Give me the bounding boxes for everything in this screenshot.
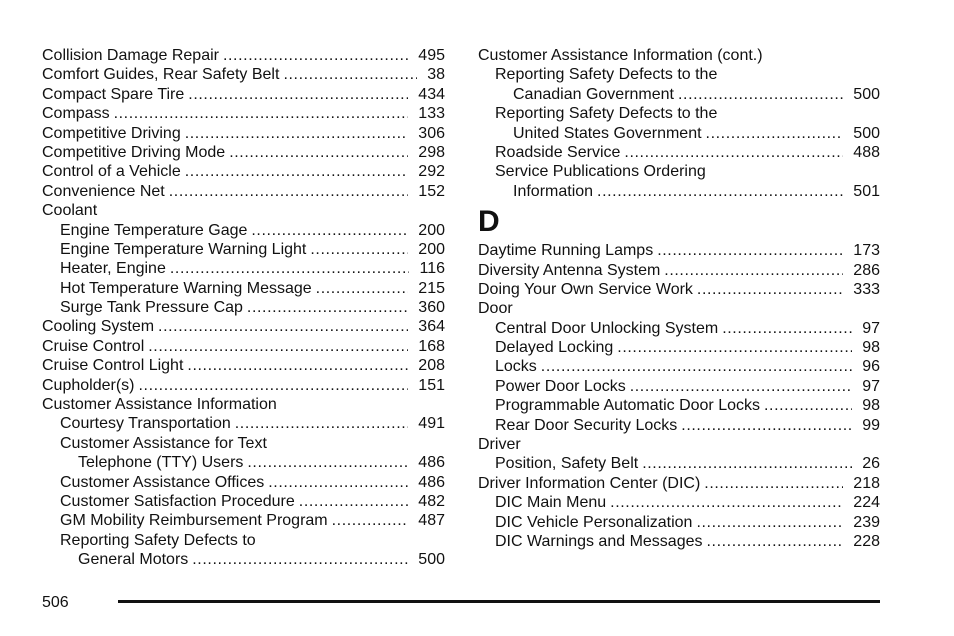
index-entry: [478, 357, 880, 376]
index-entry-label: Door: [478, 300, 513, 318]
dot-leader: [283, 65, 417, 84]
index-entry-label: Comfort Guides, Rear Safety Belt: [42, 66, 280, 84]
index-entry: [42, 531, 445, 550]
index-group-customer-assistance-cont: [478, 46, 880, 201]
index-entry: [478, 396, 880, 415]
index-entry-page: 482: [418, 492, 445, 510]
dot-leader: [704, 474, 843, 493]
index-entry-page: 224: [853, 494, 880, 512]
index-entry-label: Roadside Service: [495, 143, 621, 161]
index-entry-page: 98: [862, 397, 880, 415]
dot-leader: [169, 182, 409, 201]
index-entry-label: Courtesy Transportation: [60, 415, 231, 433]
dot-leader: [185, 124, 409, 143]
index-entry: [42, 317, 445, 336]
index-entry: [42, 492, 445, 511]
index-entry-label: Central Door Unlocking System: [495, 319, 719, 337]
index-entry-label: Cruise Control Light: [42, 357, 184, 375]
index-entry-label: Competitive Driving: [42, 124, 181, 142]
index-entry-label: Position, Safety Belt: [495, 455, 639, 473]
index-entry: [42, 259, 445, 278]
index-entry-page: 239: [853, 513, 880, 531]
index-entry-page: 306: [418, 124, 445, 142]
index-entry-page: 208: [418, 357, 445, 375]
dot-leader: [332, 511, 409, 530]
index-entry-label: Customer Assistance Information: [42, 396, 277, 414]
index-entry-label: Customer Assistance Offices: [60, 473, 265, 491]
index-entry-label: Telephone (TTY) Users: [78, 454, 244, 472]
index-column-right: [478, 46, 880, 551]
dot-leader: [597, 182, 843, 201]
index-entry-page: 99: [862, 416, 880, 434]
index-entry-page: 97: [862, 377, 880, 395]
index-entry-label: DIC Warnings and Messages: [495, 532, 703, 550]
index-entry-label: Doing Your Own Service Work: [478, 280, 693, 298]
footer-rule: [118, 600, 880, 603]
index-entry-page: 434: [418, 85, 445, 103]
index-entry-page: 491: [418, 415, 445, 433]
index-entry: [478, 241, 880, 260]
index-entry: [478, 65, 880, 84]
index-entry-label: Reporting Safety Defects to: [60, 531, 256, 549]
index-entry: [42, 395, 445, 414]
index-entry-page: 218: [853, 474, 880, 492]
dot-leader: [138, 376, 408, 395]
dot-leader: [707, 532, 844, 551]
index-entry: [478, 493, 880, 512]
index-entry: [42, 240, 445, 259]
index-entry-label: Driver Information Center (DIC): [478, 474, 701, 492]
dot-leader: [697, 280, 843, 299]
index-entry-label: Programmable Automatic Door Locks: [495, 397, 760, 415]
index-entry-label: Canadian Government: [513, 85, 674, 103]
section-letter-heading: D: [478, 205, 500, 239]
index-entry: [478, 474, 880, 493]
dot-leader: [187, 356, 408, 375]
index-entry-label: DIC Main Menu: [495, 494, 607, 512]
dot-leader: [541, 357, 852, 376]
index-entry-page: 364: [418, 318, 445, 336]
index-entry-page: 133: [418, 105, 445, 123]
index-entry-page: 486: [418, 473, 445, 491]
dot-leader: [706, 124, 844, 143]
dot-leader: [170, 259, 410, 278]
index-entry-label: Customer Assistance Information (cont.): [478, 47, 763, 64]
index-entry-page: 500: [418, 551, 445, 569]
index-entry-label: Reporting Safety Defects to the: [495, 66, 718, 84]
index-entry-page: 152: [418, 182, 445, 200]
index-entry-label: United States Government: [513, 124, 702, 142]
index-entry-label: Diversity Antenna System: [478, 261, 661, 279]
index-column-left: [42, 46, 445, 570]
index-entry-label: Hot Temperature Warning Message: [60, 279, 312, 297]
index-entry-page: 488: [853, 143, 880, 161]
dot-leader: [764, 396, 852, 415]
index-entry-label: Compact Spare Tire: [42, 85, 185, 103]
index-entry: [478, 104, 880, 123]
index-entry: [478, 299, 880, 318]
dot-leader: [630, 377, 852, 396]
index-entry-page: 286: [853, 261, 880, 279]
index-entry-page: 200: [418, 221, 445, 239]
index-entry: [478, 46, 880, 65]
index-entry: [42, 143, 445, 162]
index-entry: [42, 182, 445, 201]
index-entry-label: Engine Temperature Warning Light: [60, 240, 307, 258]
dot-leader: [268, 473, 408, 492]
index-entry: [42, 201, 445, 220]
dot-leader: [148, 337, 408, 356]
index-entry-label: GM Mobility Reimbursement Program: [60, 512, 328, 530]
index-entry: [42, 414, 445, 433]
index-entry: [478, 532, 880, 551]
index-entry-page: 151: [418, 376, 445, 394]
dot-leader: [223, 46, 408, 65]
index-entry-label: Compass: [42, 105, 110, 123]
index-entry: [478, 513, 880, 532]
index-entry-page: 360: [418, 299, 445, 317]
index-entry-page: 487: [418, 512, 445, 530]
dot-leader: [617, 338, 852, 357]
index-entry-label: Driver: [478, 436, 521, 454]
index-entry: [478, 377, 880, 396]
dot-leader: [247, 298, 408, 317]
page-number: 506: [42, 594, 69, 611]
index-entry: [478, 182, 880, 201]
dot-leader: [158, 317, 408, 336]
index-entry-page: 96: [862, 358, 880, 376]
index-entry: [42, 124, 445, 143]
index-entry-page: 97: [862, 319, 880, 337]
dot-leader: [185, 162, 409, 181]
index-entry-page: 486: [418, 454, 445, 472]
dot-leader: [642, 454, 852, 473]
index-entry-label: Convenience Net: [42, 182, 165, 200]
index-entry: [478, 416, 880, 435]
index-entry: [42, 511, 445, 530]
dot-leader: [624, 143, 843, 162]
dot-leader: [247, 453, 408, 472]
index-entry-label: Coolant: [42, 202, 98, 220]
index-entry-page: 98: [862, 339, 880, 357]
index-entry-page: 298: [418, 143, 445, 161]
index-entry-label: Rear Door Security Locks: [495, 416, 678, 434]
index-entry-page: 200: [418, 240, 445, 258]
index-entry-label: Power Door Locks: [495, 377, 626, 395]
index-entry: [42, 298, 445, 317]
index-entry-label: DIC Vehicle Personalization: [495, 513, 693, 531]
index-entry: [478, 143, 880, 162]
index-entry: [478, 261, 880, 280]
index-entry-label: Collision Damage Repair: [42, 47, 219, 64]
index-group-d: [478, 241, 880, 551]
index-entry: [42, 104, 445, 123]
dot-leader: [657, 241, 843, 260]
index-entry-label: Competitive Driving Mode: [42, 143, 226, 161]
index-entry: [42, 221, 445, 240]
index-entry-label: Heater, Engine: [60, 260, 166, 278]
index-entry: [42, 473, 445, 492]
index-entry: [478, 280, 880, 299]
index-entry: [42, 65, 445, 84]
index-entry-label: Surge Tank Pressure Cap: [60, 299, 243, 317]
index-entry-page: 495: [418, 47, 445, 64]
dot-leader: [188, 85, 408, 104]
index-entry-page: 38: [427, 66, 445, 84]
index-entry: [42, 279, 445, 298]
index-entry: [478, 454, 880, 473]
dot-leader: [610, 493, 843, 512]
index-entry: [42, 550, 445, 569]
index-entry-page: 501: [853, 182, 880, 200]
index-entry-label: Cruise Control: [42, 337, 145, 355]
dot-leader: [310, 240, 408, 259]
dot-leader: [681, 416, 852, 435]
index-entry: [42, 46, 445, 65]
dot-leader: [299, 492, 409, 511]
index-entry: [478, 162, 880, 181]
index-entry-label: Delayed Locking: [495, 339, 614, 357]
index-entry-page: 292: [418, 163, 445, 181]
index-entry-page: 173: [853, 242, 880, 260]
index-entry: [42, 434, 445, 453]
dot-leader: [664, 261, 843, 280]
dot-leader: [114, 104, 409, 123]
index-entry-page: 333: [853, 280, 880, 298]
index-entry: [478, 124, 880, 143]
index-entry-label: Reporting Safety Defects to the: [495, 105, 718, 123]
index-entry: [42, 337, 445, 356]
index-entry-page: 168: [418, 337, 445, 355]
index-entry-label: Cooling System: [42, 318, 155, 336]
index-entry: [42, 356, 445, 375]
index-entry-label: Control of a Vehicle: [42, 163, 181, 181]
dot-leader: [235, 414, 409, 433]
index-entry: [42, 453, 445, 472]
index-entry: [478, 435, 880, 454]
index-entry-page: 215: [418, 279, 445, 297]
index-entry-label: Engine Temperature Gage: [60, 221, 248, 239]
index-entry-label: Customer Satisfaction Procedure: [60, 492, 295, 510]
index-entry-page: 500: [853, 85, 880, 103]
dot-leader: [722, 319, 852, 338]
index-entry-page: 26: [862, 455, 880, 473]
index-entry: [478, 319, 880, 338]
index-entry: [42, 162, 445, 181]
index-entry-page: 228: [853, 532, 880, 550]
index-entry-label: Cupholder(s): [42, 376, 135, 394]
index-entry-label: General Motors: [78, 551, 189, 569]
index-entry-page: 500: [853, 124, 880, 142]
index-entry-page: 116: [419, 260, 445, 278]
dot-leader: [192, 550, 408, 569]
dot-leader: [696, 513, 843, 532]
index-entry: [42, 85, 445, 104]
index-entry-label: Information: [513, 182, 594, 200]
index-entry: [478, 338, 880, 357]
index-entry: [478, 85, 880, 104]
dot-leader: [229, 143, 408, 162]
dot-leader: [316, 279, 409, 298]
index-entry: [42, 376, 445, 395]
index-entry-label: Service Publications Ordering: [495, 163, 706, 181]
index-entry-label: Locks: [495, 358, 537, 376]
dot-leader: [251, 221, 408, 240]
index-entry-label: Daytime Running Lamps: [478, 242, 654, 260]
index-entry-label: Customer Assistance for Text: [60, 434, 267, 452]
dot-leader: [678, 85, 843, 104]
